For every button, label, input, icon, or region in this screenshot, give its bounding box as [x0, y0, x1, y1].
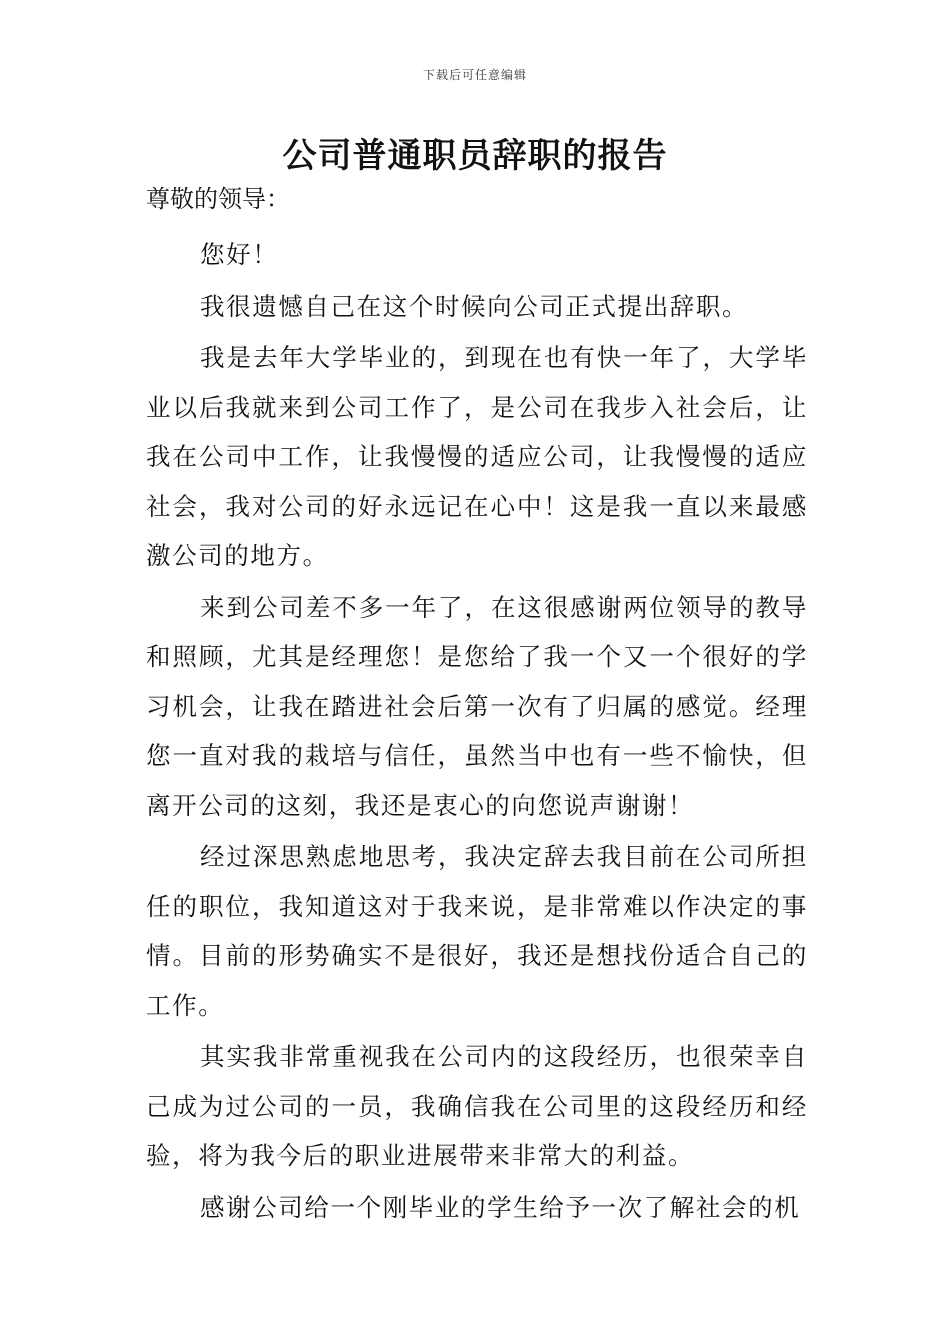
paragraph-thanks: 感谢公司给一个刚毕业的学生给予一次了解社会的机 [200, 1192, 801, 1222]
paragraph-gratitude: 来到公司差不多一年了，在这很感谢两位领导的教导和照顾，尤其是经理您！是您给了我一个又一个很好的学习机会，让我在踏进社会后第一次有了归属的感觉。经理您一直对我的栽培与信任，虽然当中也有一些不愉快，但离开公司的这刻，我还是衷心的向您说声谢谢！ [146, 592, 808, 820]
header-note: 下载后可任意编辑 [422, 68, 527, 82]
salutation: 尊敬的领导： [146, 185, 290, 213]
document-title: 公司普通职员辞职的报告 [282, 136, 668, 176]
paragraph-greeting: 您好！ [200, 240, 279, 269]
paragraph-decision: 经过深思熟虑地思考，我决定辞去我目前在公司所担任的职位，我知道这对于我来说，是非常难以作决定的事情。目前的形势确实不是很好，我还是想找份适合自己的工作。 [146, 842, 808, 1020]
paragraph-resignation-statement: 我很遗憾自己在这个时候向公司正式提出辞职。 [200, 291, 749, 321]
paragraph-background: 我是去年大学毕业的，到现在也有快一年了，大学毕业以后我就来到公司工作了，是公司在我步入社会后，让我在公司中工作，让我慢慢的适应公司，让我慢慢的适应社会，我对公司的好永远记在心中！这是我一直以来最感激公司的地方。 [146, 343, 808, 570]
letter-body [146, 230, 808, 1234]
paragraph-experience: 其实我非常重视我在公司内的这段经历，也很荣幸自己成为过公司的一员，我确信我在公司里的这段经历和经验，将为我今后的职业进展带来非常大的利益。 [146, 1042, 808, 1170]
